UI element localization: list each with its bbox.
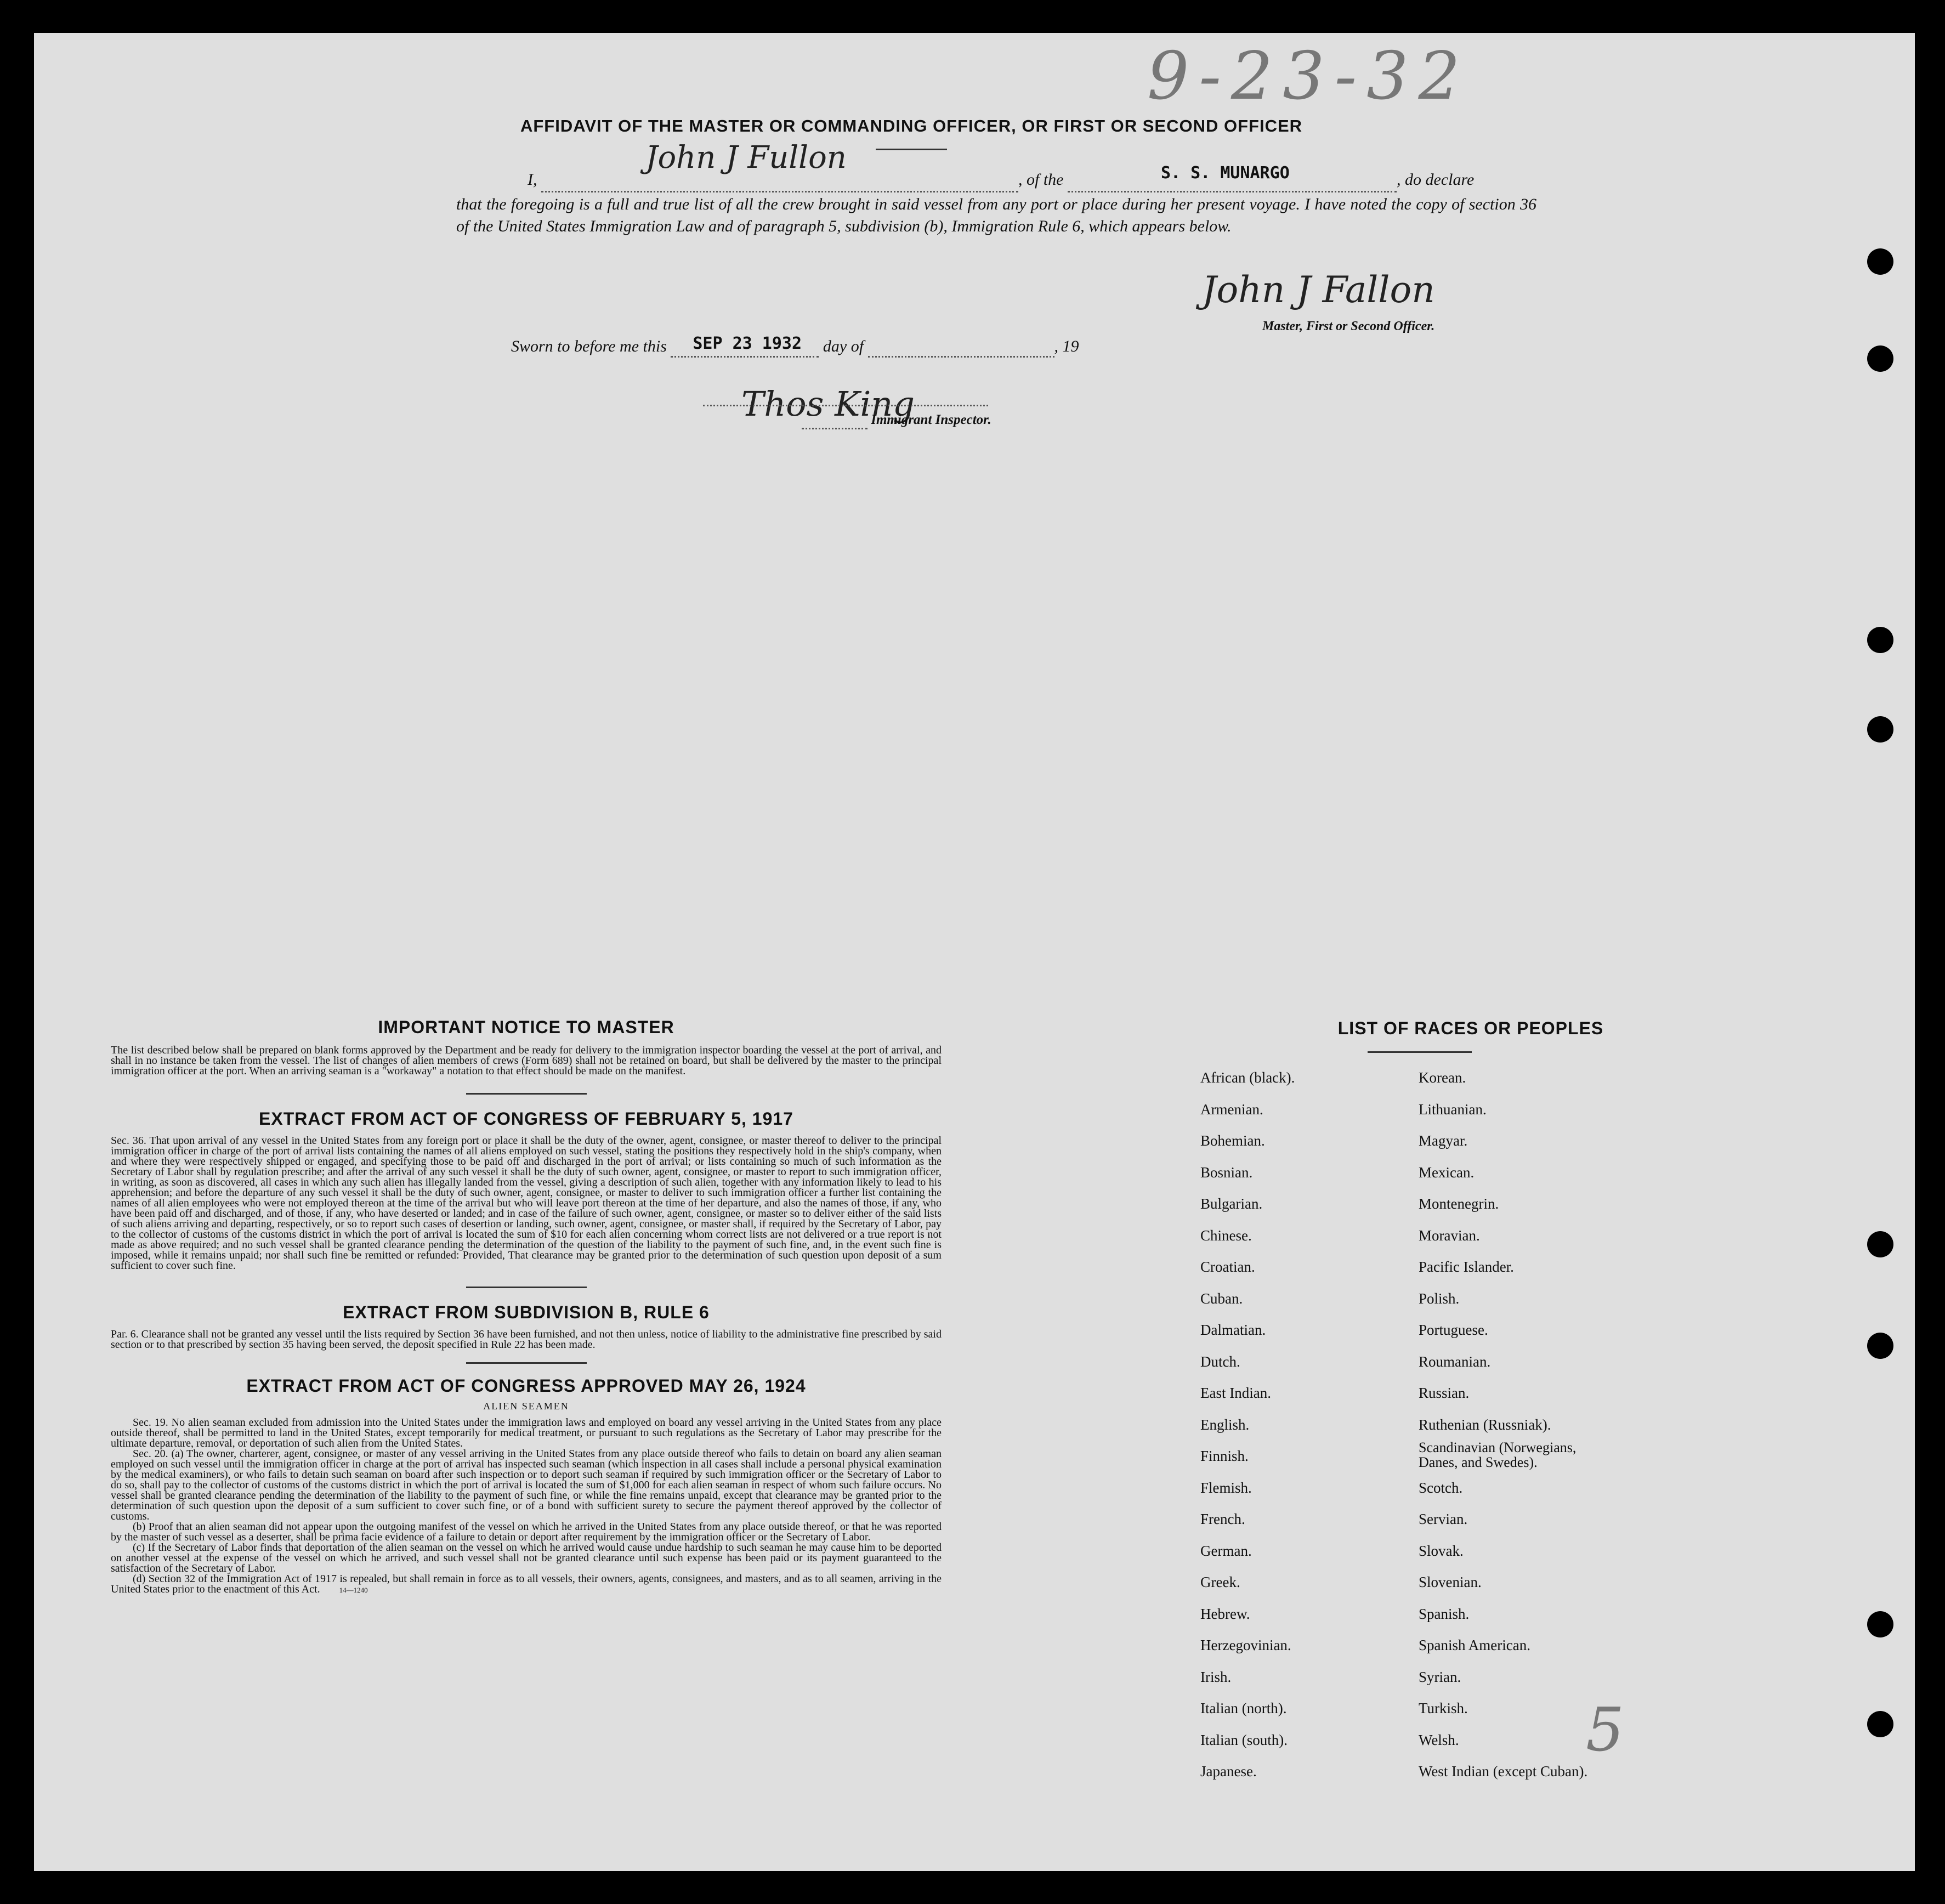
notice-title: IMPORTANT NOTICE TO MASTER — [378, 1017, 674, 1037]
month-field — [868, 337, 1054, 358]
race-left-item: Flemish. — [1200, 1479, 1252, 1496]
extract-1917-body: Sec. 36. That upon arrival of any vessel in the United States from any foreign port or place it shall be the duty of the owner, agent, consignee, or master thereof to deliver to the principal immigration officer in charge of the port of arrival lists containing the names of all aliens employed on such vessel, stating the positions they respectively hold in the ship's company, when and where they were respectively shipped or engaged, and specifying those to be paid off and discharged in the port of arrival; or lists containing so much of such information as the Secretary of Labor shall by regulation prescribe; and after the arrival of any such vessel it shall be the duty of such owner, agent, consignee, or master to report to such immigration officer, in writing, as soon as discovered, all cases in which any such alien has illegally landed from the vessel, giving a description of such alien, together with any information likely to lead to his apprehension; and before the departure of any such vessel it shall be the duty of such owner, agent, consignee, or master to deliver to such immigration officer a further list containing the names of all alien employees who were not employed thereon at the time of the arrival but who will leave port thereon at the time of her departure, and also the names of those, if any, who have been paid off and discharged, and of those, if any, who have deserted or landed; and in case of the failure of such owner, agent, consignee, or master so to deliver either of the said lists of such aliens arriving and departing, respectively, or so to report such cases of desertion or landing, such owner, agent, consignee, or master shall, if required by the Secretary of Labor, pay to the collector of customs of the customs district in which the port of arrival is located the sum of $10 for each alien concerning whom correct lists are not delivered or a true report is not made as above required; and no such vessel shall be granted clearance pending the determination of the question of the liability to the payment of such fine, and, in the event such fine is imposed, while it remains unpaid; nor shall such fine be remitted or refunded: Provided, That clearance may be granted prior to the determination of such question upon deposit of a sum sufficient to cover such fine. — [111, 1135, 942, 1272]
race-left-item: Croatian. — [1200, 1259, 1255, 1275]
race-right-item: Scotch. — [1419, 1479, 1463, 1496]
race-right-item: Servian. — [1419, 1511, 1468, 1527]
inspector-field — [703, 395, 988, 406]
race-right-item: Mexican. — [1419, 1164, 1475, 1181]
inspector-caption — [802, 412, 991, 429]
race-right-item: Spanish. — [1419, 1605, 1470, 1622]
extract-1924-subtitle: ALIEN SEAMEN — [483, 1401, 569, 1412]
of-the-label: , of the — [1018, 171, 1064, 189]
extract-1924-section-20d-text: (d) Section 32 of the Immigration Act of 1917 is repealed, but shall remain in force as to all vessels, their owners, agents, consignees, and masters, and as to all seamen, arriving in the United States prior to the enactment of this Act. — [111, 1573, 942, 1595]
race-right-item: Spanish American. — [1419, 1637, 1530, 1653]
race-left-item: Italian (north). — [1200, 1700, 1287, 1716]
declaration-body: that the foregoing is a full and true list of all the crew brought in said vessel from any port or place during her present voyage. I have noted the copy of section 36 of the United States Immigration Law and of paragraph 5, subdivision (b), Immigration Rule 6, which appears below. — [456, 195, 1536, 235]
race-right-item: Slovak. — [1419, 1542, 1464, 1559]
subdivision-body: Par. 6. Clearance shall not be granted any vessel until the lists required by Section 36 have been furnished, and not then unless, notice of liability to the administrative fine prescribed by said section or to that prescribed by section 35 having been served, the deposit specified in Rule 22 has been made. — [111, 1328, 942, 1351]
divider — [466, 1093, 587, 1095]
punch-hole — [1867, 345, 1893, 372]
extract-1924-section-20a: Sec. 20. (a) The owner, charterer, agent, consignee, or master of any vessel arriving in the United States from any place outside thereof who fails to detain on board any alien seaman employed on such vessel until the immigration officer in charge at the port of arrival has inspected such seaman (which inspection in all cases shall include a personal physical examination by the medical examiners), or who fails to detain such seaman on board after such inspection or to deport such seaman if required by such immigration officer or the Secretary of Labor to do so, shall pay to the collector of customs of the customs district in which the port of arrival is located the sum of $1,000 for each alien seaman in respect of whom such failure occurs. No vessel shall be granted clearance pending the determination of the liability to the payment of such fine, or while the fine remains unpaid, except that clearance may be granted prior to the determination of such question upon the deposit of a sum sufficient to cover such fine, or of a bond with sufficient surety to secure the payment thereof approved by the collector of customs. — [111, 1448, 942, 1522]
master-caption: Master, First or Second Officer. — [1262, 319, 1435, 333]
extract-1924-section-19: Sec. 19. No alien seaman excluded from admission into the United States under the immigration laws and employed on board any vessel arriving in the United States from any place outside thereof, shall be permitted to land in the United States, except temporarily for medical treatment, or pursuant to such regulations as the Secretary of Labor may prescribe for the ultimate departure, removal, or deportation of such alien from the United States. — [111, 1416, 942, 1449]
divider — [1368, 1051, 1472, 1053]
punch-hole — [1867, 1711, 1893, 1737]
race-right-item: West Indian (except Cuban). — [1419, 1763, 1588, 1780]
race-left-item: Hebrew. — [1200, 1605, 1250, 1622]
punch-hole — [1867, 1231, 1893, 1257]
sworn-date-stamp: SEP 23 1932 — [693, 334, 802, 353]
punch-hole — [1867, 716, 1893, 743]
race-right-item: Montenegrin. — [1419, 1195, 1499, 1212]
i-label: I, — [528, 171, 537, 189]
extract-1924-title: EXTRACT FROM ACT OF CONGRESS APPROVED MAY 26, 1924 — [246, 1376, 806, 1396]
punch-hole — [1867, 1333, 1893, 1359]
extract-1924-section-20d — [111, 1574, 942, 1595]
day-of-label: day of — [823, 337, 864, 355]
pencil-corner-mark: 5 — [1586, 1695, 1624, 1765]
punch-hole — [1867, 1611, 1893, 1637]
race-right-item: Pacific Islander. — [1419, 1259, 1514, 1275]
inspector-caption-lead — [802, 412, 867, 429]
sworn-line — [511, 334, 1079, 358]
race-left-item: Dalmatian. — [1200, 1322, 1266, 1338]
race-left-item: Cuban. — [1200, 1290, 1243, 1307]
race-right-item: Syrian. — [1419, 1668, 1461, 1685]
divider — [466, 1362, 587, 1364]
affidavit-declaration — [456, 140, 1542, 237]
notice-body: The list described below shall be prepared on blank forms approved by the Department and be ready for delivery to the immigration inspector boarding the vessel at the port of arrival, and shall in no instance be taken from the vessel. The list of changes of alien members of crews (Form 689) shall not be retained on board, but shall be delivered by the master to the principal immigration officer at the port. When an arriving seaman is a "workaway" a notation to that effect should be made on the manifest. — [111, 1044, 942, 1077]
race-left-item: African (black). — [1200, 1069, 1295, 1086]
race-left-item: Dutch. — [1200, 1353, 1240, 1370]
race-left-item: Irish. — [1200, 1668, 1232, 1685]
vessel-field — [1068, 163, 1397, 192]
race-right-item: Korean. — [1419, 1069, 1466, 1086]
race-right-item: Welsh. — [1419, 1731, 1459, 1748]
vessel-stamp: S. S. MUNARGO — [1161, 163, 1290, 183]
divider — [466, 1287, 587, 1288]
legal-extracts — [111, 1017, 942, 1595]
affidavit-title: AFFIDAVIT OF THE MASTER OR COMMANDING OFFICER, OR FIRST OR SECOND OFFICER — [520, 116, 1303, 135]
inspector-signature: Thos King — [741, 384, 915, 424]
race-left-item: Greek. — [1200, 1574, 1240, 1590]
race-left-item: English. — [1200, 1416, 1250, 1433]
race-left-item: German. — [1200, 1542, 1252, 1559]
race-left-item: East Indian. — [1200, 1385, 1271, 1401]
year-prefix: , 19 — [1054, 337, 1079, 355]
race-right-item: Scandinavian (Norwegians, Danes, and Swedes). — [1419, 1440, 1577, 1470]
race-right-item: Turkish. — [1419, 1700, 1468, 1716]
master-name-signature: John J Fullon — [645, 140, 847, 175]
inspector-caption-text: Immigrant Inspector. — [871, 412, 991, 427]
master-signature: John J Fallon — [1202, 269, 1435, 311]
race-right-item: Portuguese. — [1419, 1322, 1488, 1338]
race-right-item: Lithuanian. — [1419, 1101, 1487, 1118]
document-page — [34, 33, 1915, 1871]
races-title: LIST OF RACES OR PEOPLES — [1337, 1018, 1604, 1038]
race-right-item: Russian. — [1419, 1385, 1470, 1401]
extract-1917-title: EXTRACT FROM ACT OF CONGRESS OF FEBRUARY 5, 1917 — [259, 1109, 793, 1129]
race-right-item: Polish. — [1419, 1290, 1460, 1307]
divider — [876, 149, 947, 150]
race-left-item: Chinese. — [1200, 1227, 1252, 1244]
race-right-item: Roumanian. — [1419, 1353, 1491, 1370]
extract-1924-section-20c: (c) If the Secretary of Labor finds that deportation of the alien seaman on the vessel on which he arrived would cause undue hardship to such seaman he may cause him to be deported on another vessel at the expense of the vessel on which he arrived, and such vessel shall not be granted clearance until such expense has been paid or its payment guaranteed to the satisfaction of the Secretary of Labor. — [111, 1542, 942, 1574]
form-number: 14—1240 — [339, 1586, 368, 1594]
race-left-item: Finnish. — [1200, 1448, 1249, 1464]
pencil-date-note: 9-23-32 — [1147, 38, 1470, 115]
race-right-item: Slovenian. — [1419, 1574, 1482, 1590]
race-left-item: Bohemian. — [1200, 1132, 1265, 1149]
master-name-field — [541, 140, 1018, 192]
subdivision-title: EXTRACT FROM SUBDIVISION B, RULE 6 — [343, 1302, 710, 1322]
race-right-item: Ruthenian (Russniak). — [1419, 1416, 1551, 1433]
do-declare-label: , do declare — [1397, 171, 1475, 189]
race-left-item: Herzegovinian. — [1200, 1637, 1291, 1653]
race-left-item: Bulgarian. — [1200, 1195, 1263, 1212]
race-left-item: French. — [1200, 1511, 1245, 1527]
race-left-item: Bosnian. — [1200, 1164, 1253, 1181]
race-left-item: Japanese. — [1200, 1763, 1257, 1780]
punch-hole — [1867, 627, 1893, 653]
race-left-item: Armenian. — [1200, 1101, 1263, 1118]
race-right-item: Magyar. — [1419, 1132, 1468, 1149]
sworn-date-field — [671, 334, 819, 358]
punch-hole — [1867, 248, 1893, 275]
race-right-item: Moravian. — [1419, 1227, 1480, 1244]
race-left-item: Italian (south). — [1200, 1731, 1288, 1748]
sworn-label: Sworn to before me this — [511, 337, 667, 355]
extract-1924-section-20b: (b) Proof that an alien seaman did not appear upon the outgoing manifest of the vessel on which he arrived in the United States from any place outside thereof, or that he was reported by the master of such vessel as a deserter, shall be prima facie evidence of a failure to detain or deport after requirement by the immigration officer or the Secretary of Labor. — [111, 1521, 942, 1543]
